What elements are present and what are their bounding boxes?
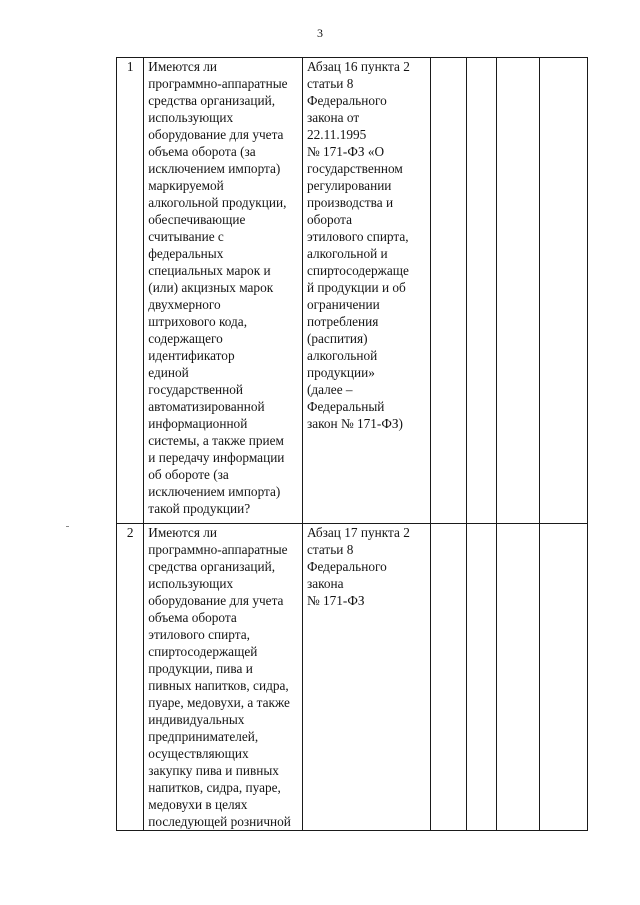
question-text-line: последующей розничной [148, 814, 291, 829]
note-cell [540, 524, 588, 831]
reference-text-line: закона от [306, 110, 360, 125]
answer-no-cell [466, 58, 496, 524]
question-text-line: спиртосодержащей [148, 644, 258, 659]
reference-text-line: № 171-ФЗ [306, 593, 365, 608]
reference-text-line: (далее – [306, 382, 353, 397]
legal-reference-cell [302, 58, 430, 524]
question-text-line: объема оборота [148, 610, 237, 625]
question-text-line: пуаре, медовухи, а также [148, 695, 290, 710]
question-cell [144, 524, 303, 831]
question-text-line: оборудование для учета [148, 593, 284, 608]
reference-text-line: № 171-ФЗ «О [306, 144, 385, 159]
reference-text-line: производства и [306, 195, 394, 210]
table-row [117, 58, 588, 524]
reference-text-line: государственном [306, 161, 403, 176]
question-text-line: объема оборота (за [148, 144, 256, 159]
margin-mark [66, 526, 69, 527]
reference-text-line: спиртосодержаще [306, 263, 409, 278]
reference-text-line: регулировании [306, 178, 392, 193]
question-text-line: напитков, сидра, пуаре, [148, 780, 281, 795]
reference-text-line: (распития) [306, 331, 368, 346]
question-text-line: единой [148, 365, 189, 380]
reference-text-line: ограничении [306, 297, 380, 312]
question-text-line: считывание с [148, 229, 224, 244]
reference-text-line: 22.11.1995 [306, 127, 367, 142]
reference-text-line: алкогольной и [306, 246, 388, 261]
question-text-line: двухмерного [148, 297, 221, 312]
question-text-line: содержащего [148, 331, 223, 346]
answer-yes-cell [431, 58, 466, 524]
question-text-line: системы, а также прием [148, 433, 284, 448]
question-cell [144, 58, 303, 524]
question-text-line: маркируемой [148, 178, 224, 193]
reference-text-line: статьи 8 [306, 542, 354, 557]
question-text-line: государственной [148, 382, 244, 397]
question-text-line: штрихового кода, [148, 314, 248, 329]
reference-text-line: Федерального [306, 93, 387, 108]
answer-no-cell [466, 524, 496, 831]
question-text-line: исключением импорта) [148, 484, 281, 499]
page-number: 3 [317, 26, 323, 40]
row-number-cell: 2 [117, 524, 144, 831]
reference-text-line: алкогольной [306, 348, 378, 363]
question-text-line: медовухи в целях [148, 797, 248, 812]
question-text-line: использующих [148, 576, 234, 591]
question-text-line: и передачу информации [148, 450, 285, 465]
reference-text-line: Абзац 16 пункта 2 [306, 59, 410, 74]
question-text-line: продукции, пива и [148, 661, 253, 676]
reference-text-line: й продукции и об [306, 280, 406, 295]
reference-text-line: Федерального [306, 559, 387, 574]
question-text-line: специальных марок и [148, 263, 271, 278]
question-text-line: федеральных [148, 246, 224, 261]
question-text-line: Имеются ли [148, 525, 218, 540]
question-text-line: такой продукции? [148, 501, 251, 516]
question-text-line: автоматизированной [148, 399, 265, 414]
row-number-cell: 1 [117, 58, 144, 524]
question-text-line: осуществляющих [148, 746, 249, 761]
note-cell [540, 58, 588, 524]
not-applicable-cell [497, 524, 540, 831]
question-text-line: пивных напитков, сидра, [148, 678, 289, 693]
table-row [117, 524, 588, 831]
question-text-line: исключением импорта) [148, 161, 281, 176]
reference-text-line: Абзац 17 пункта 2 [306, 525, 410, 540]
reference-text-line: продукции» [306, 365, 375, 380]
reference-text-line: статьи 8 [306, 76, 354, 91]
question-text-line: Имеются ли [148, 59, 218, 74]
question-text-line: программно-аппаратные [148, 76, 288, 91]
question-text-line: алкогольной продукции, [148, 195, 287, 210]
reference-text-line: потребления [306, 314, 379, 329]
question-text-line: средства организаций, [148, 559, 276, 574]
reference-text-line: закона [306, 576, 344, 591]
reference-text-line: этилового спирта, [306, 229, 409, 244]
question-text-line: этилового спирта, [148, 627, 250, 642]
question-text-line: предпринимателей, [148, 729, 259, 744]
question-text-line: информационной [148, 416, 248, 431]
question-text-line: использующих [148, 110, 234, 125]
question-text-line: (или) акцизных марок [148, 280, 274, 295]
reference-text-line: Федеральный [306, 399, 385, 414]
question-text-line: оборудование для учета [148, 127, 284, 142]
reference-text-line: оборота [306, 212, 353, 227]
question-text-line: закупку пива и пивных [148, 763, 279, 778]
reference-text-line: закон № 171-ФЗ) [306, 416, 403, 431]
question-text-line: идентификатор [148, 348, 235, 363]
not-applicable-cell [497, 58, 540, 524]
legal-reference-cell [302, 524, 430, 831]
answer-yes-cell [431, 524, 466, 831]
question-text-line: средства организаций, [148, 93, 276, 108]
question-text-line: индивидуальных [148, 712, 245, 727]
question-text-line: обеспечивающие [148, 212, 246, 227]
question-text-line: об обороте (за [148, 467, 229, 482]
checklist-table [116, 57, 588, 831]
question-text-line: программно-аппаратные [148, 542, 288, 557]
